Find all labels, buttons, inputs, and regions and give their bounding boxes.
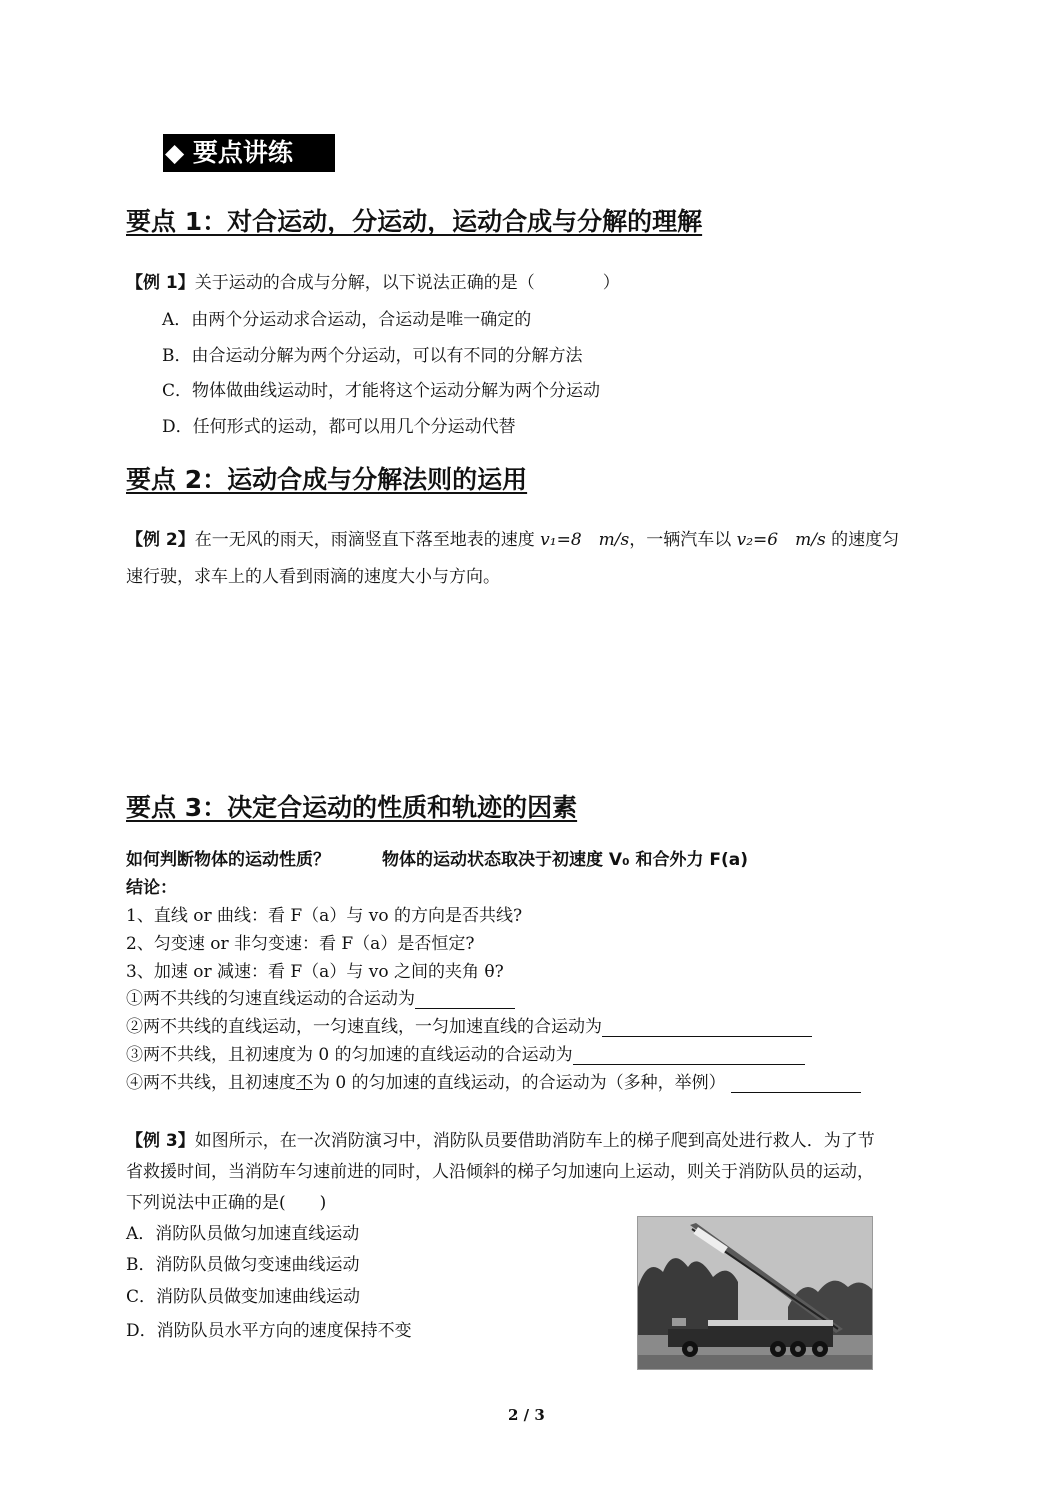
fill-item-4-underlined: 不 bbox=[296, 1073, 313, 1093]
fill-item-1-text: ①两不共线的匀速直线运动的合运动为 bbox=[126, 989, 415, 1009]
example-3-tag: 【例 3】 bbox=[126, 1131, 195, 1151]
example-2-line-1 bbox=[126, 525, 899, 550]
example-2-line-2: 速行驶，求车上的人看到雨滴的速度大小与方向。 bbox=[126, 567, 500, 587]
example-3-line-2: 省救援时间，当消防车匀速前进的同时，人沿倾斜的梯子匀加速向上运动，则关于消防队员的运动， bbox=[126, 1162, 874, 1182]
fill-item-2 bbox=[126, 1012, 812, 1037]
example-3-option-a: A．消防队员做匀加速直线运动 bbox=[126, 1224, 360, 1244]
example-2-v2: v₂=6 m/s bbox=[736, 530, 826, 550]
fire-truck-illustration bbox=[638, 1217, 872, 1369]
example-2-text-c: 的速度匀 bbox=[825, 530, 900, 550]
example-3-option-b: B．消防队员做匀变速曲线运动 bbox=[126, 1255, 360, 1275]
conclusion-2: 2、匀变速 or 非匀变速：看 F（a）是否恒定? bbox=[126, 934, 475, 954]
fill-item-1 bbox=[126, 984, 515, 1009]
example-1-question bbox=[126, 268, 620, 293]
conclusion-label: 结论： bbox=[126, 878, 177, 898]
page-number: 2 / 3 bbox=[508, 1406, 545, 1424]
fill-item-3-text: ③两不共线，且初速度为 0 的匀加速的直线运动的合运动为 bbox=[126, 1045, 573, 1065]
example-2-tag: 【例 2】 bbox=[126, 530, 195, 550]
answer-blank-4[interactable] bbox=[731, 1074, 861, 1093]
section-3-statement: 物体的运动状态取决于初速度 V₀ 和合外力 F(a) bbox=[382, 850, 748, 870]
example-3-text-1: 如图所示，在一次消防演习中，消防队员要借助消防车上的梯子爬到高处进行救人．为了节 bbox=[194, 1131, 875, 1151]
conclusion-3: 3、加速 or 减速：看 F（a）与 vo 之间的夹角 θ? bbox=[126, 962, 504, 982]
example-2-v1: v₁=8 m/s bbox=[540, 530, 630, 550]
example-3-line-3: 下列说法中正确的是( ) bbox=[126, 1193, 327, 1213]
heading-point-2: 要点 2：运动合成与分解法则的运用 bbox=[126, 465, 528, 494]
fill-item-2-text: ②两不共线的直线运动，一匀速直线，一匀加速直线的合运动为 bbox=[126, 1017, 602, 1037]
example-2-text-a: 在一无风的雨天，雨滴竖直下落至地表的速度 bbox=[194, 530, 541, 550]
heading-point-1: 要点 1：对合运动，分运动，运动合成与分解的理解 bbox=[126, 207, 703, 236]
example-3-option-d: D．消防队员水平方向的速度保持不变 bbox=[126, 1321, 412, 1341]
section-banner: ◆ 要点讲练 bbox=[163, 134, 335, 172]
example-1-option-c: C．物体做曲线运动时，才能将这个运动分解为两个分运动 bbox=[162, 381, 601, 401]
example-1-text: 关于运动的合成与分解，以下说法正确的是（ ） bbox=[194, 273, 620, 293]
example-3-line-1 bbox=[126, 1126, 875, 1151]
example-1-option-d: D．任何形式的运动，都可以用几个分运动代替 bbox=[162, 417, 516, 437]
example-1-option-b: B．由合运动分解为两个分运动，可以有不同的分解方法 bbox=[162, 346, 583, 366]
section-3-question: 如何判断物体的运动性质？ bbox=[126, 850, 330, 870]
heading-point-3: 要点 3：决定合运动的性质和轨迹的因素 bbox=[126, 793, 578, 822]
example-1-tag: 【例 1】 bbox=[126, 273, 195, 293]
fill-item-4 bbox=[126, 1068, 861, 1093]
conclusion-1: 1、直线 or 曲线：看 F（a）与 vo 的方向是否共线? bbox=[126, 906, 523, 926]
example-2-text-b: ，一辆汽车以 bbox=[629, 530, 737, 550]
fill-item-4-text-b: 为 0 的匀加速的直线运动，的合运动为（多种，举例） bbox=[313, 1073, 726, 1093]
fill-item-4-text-a: ④两不共线，且初速度 bbox=[126, 1073, 296, 1093]
example-1-option-a: A．由两个分运动求合运动，合运动是唯一确定的 bbox=[162, 310, 532, 330]
fill-item-3 bbox=[126, 1040, 805, 1065]
answer-blank-2[interactable] bbox=[602, 1018, 812, 1037]
fire-truck-photo bbox=[637, 1216, 873, 1370]
example-3-option-c: C．消防队员做变加速曲线运动 bbox=[126, 1287, 361, 1307]
answer-blank-1[interactable] bbox=[415, 990, 515, 1009]
answer-blank-3[interactable] bbox=[573, 1046, 805, 1065]
